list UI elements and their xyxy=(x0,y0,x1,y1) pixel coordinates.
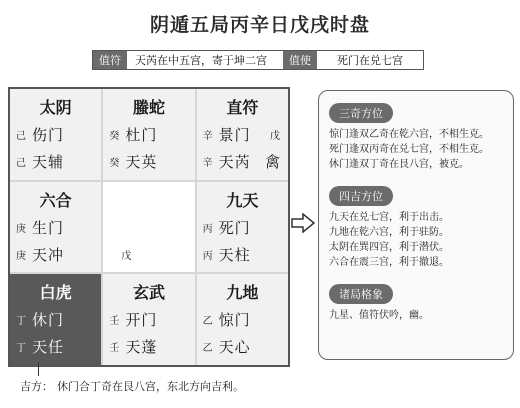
palace-door: 死门 xyxy=(218,218,251,237)
palace-kan-1 xyxy=(103,274,194,365)
palace-stem: 庚 xyxy=(16,250,26,262)
geju-title: 诸局格象 xyxy=(329,284,393,304)
palace-qian-6 xyxy=(197,274,288,365)
palace-kun-2 xyxy=(197,89,288,180)
sanqi-title: 三奇方位 xyxy=(329,103,393,123)
palace-stem: 丁 xyxy=(16,316,26,328)
analysis-panel xyxy=(318,90,514,360)
zhishi-value: 死门在兑七宫 xyxy=(317,51,423,69)
palace-god: 六合 xyxy=(39,190,72,210)
palace-xun-4 xyxy=(10,89,101,180)
palace-stem: 辛 xyxy=(202,131,213,142)
footer-note xyxy=(20,378,244,394)
sanqi-section xyxy=(329,99,503,172)
palace-stem: 癸 xyxy=(109,131,120,142)
palace-door: 生门 xyxy=(32,218,65,237)
palace-extra-stem: 戊 xyxy=(270,131,280,142)
palace-star: 天蓬 xyxy=(125,338,158,357)
palace-star: 天柱 xyxy=(218,245,251,264)
palace-god: 九地 xyxy=(226,283,259,303)
palace-stem: 己 xyxy=(16,131,26,142)
palace-door: 杜门 xyxy=(125,126,158,144)
palace-star: 天心 xyxy=(218,338,251,357)
sizhi-section xyxy=(329,182,503,270)
center-stem: 戊 xyxy=(121,250,132,262)
palace-stem: 丙 xyxy=(202,250,213,262)
palace-door: 伤门 xyxy=(32,126,65,144)
footer-text: 休门合丁奇在艮八宫，东北方向吉利。 xyxy=(57,380,244,393)
palace-god: 九天 xyxy=(226,190,259,210)
sizhi-line: 太阴在巽四宫，利于潜伏。 xyxy=(329,242,449,253)
palace-gen-8 xyxy=(10,274,101,365)
sizhi-line: 九天在兑七宫，利于出击。 xyxy=(329,212,449,223)
geju-line: 九星、值符伏吟，幽。 xyxy=(329,310,429,321)
qimen-board xyxy=(8,87,290,367)
palace-god: 螣蛇 xyxy=(132,98,165,117)
palace-god: 玄武 xyxy=(132,283,165,303)
palace-star: 天辅 xyxy=(32,153,65,171)
palace-door: 惊门 xyxy=(218,311,251,330)
sanqi-line: 惊门逢双乙奇在乾六宫，不相生克。 xyxy=(329,129,489,140)
sizhi-line: 九地在乾六宫，利于驻防。 xyxy=(329,227,449,238)
palace-god: 直符 xyxy=(226,98,259,117)
palace-god: 太阴 xyxy=(39,98,72,117)
palace-zhen-3 xyxy=(10,182,101,273)
zhifu-value: 天芮在中五宫，寄于坤二宫 xyxy=(127,51,283,69)
info-bar xyxy=(92,50,424,70)
palace-stem: 己 xyxy=(16,158,26,169)
zhishi-tag: 值使 xyxy=(283,51,317,69)
sanqi-line: 死门逢双丙奇在兑七宫，不相生克。 xyxy=(329,144,489,155)
palace-stem: 乙 xyxy=(202,316,213,328)
palace-stem: 丁 xyxy=(16,343,26,355)
palace-stem: 丙 xyxy=(202,223,213,235)
right-arrow-icon xyxy=(291,213,315,237)
palace-dui-7 xyxy=(197,182,288,273)
palace-stem: 壬 xyxy=(109,343,120,355)
palace-star: 天芮 xyxy=(218,153,251,171)
palace-stem: 辛 xyxy=(202,158,213,169)
sizhi-title: 四吉方位 xyxy=(329,186,393,206)
palace-door: 休门 xyxy=(32,311,65,330)
pointer-line xyxy=(38,362,39,376)
palace-stem: 庚 xyxy=(16,223,26,235)
palace-star: 天英 xyxy=(125,153,158,171)
palace-li-9 xyxy=(103,89,194,180)
sanqi-line: 休门逢双丁奇在艮八宫，被克。 xyxy=(329,159,469,170)
palace-extra-star: 禽 xyxy=(264,153,280,171)
page-title: 阴遁五局丙辛日戊戌时盘 xyxy=(149,14,370,36)
palace-stem: 癸 xyxy=(109,158,120,169)
palace-stem: 壬 xyxy=(109,316,120,328)
palace-door: 景门 xyxy=(218,126,251,144)
palace-center-5 xyxy=(103,182,194,273)
palace-stem: 乙 xyxy=(202,343,213,355)
zhifu-tag: 值符 xyxy=(93,51,127,69)
palace-star: 天冲 xyxy=(32,245,65,264)
footer-label: 吉方： xyxy=(20,380,53,393)
sizhi-line: 六合在震三宫，利于撤退。 xyxy=(329,257,449,268)
palace-door: 开门 xyxy=(125,311,158,330)
palace-god: 白虎 xyxy=(39,283,72,303)
palace-star: 天任 xyxy=(32,338,65,357)
geju-section xyxy=(329,280,503,323)
